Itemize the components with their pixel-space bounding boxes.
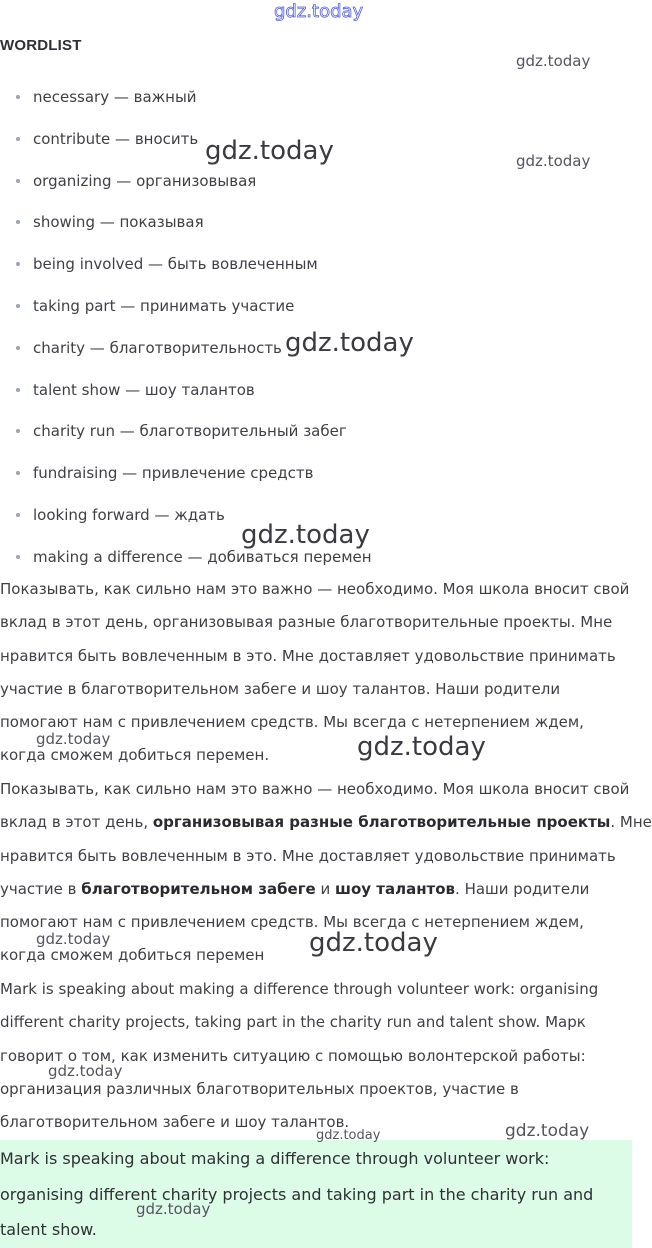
wordlist-item-text: organizing — организовывая	[33, 171, 257, 190]
watermark: gdz.today	[48, 1062, 123, 1080]
watermark: gdz.today	[357, 732, 486, 762]
paragraph-line: говорит о том, как изменить ситуацию с помощью волонтерской работы:	[0, 1046, 586, 1065]
paragraph-line	[0, 873, 632, 906]
bullet-icon	[16, 179, 20, 183]
bullet-icon	[16, 137, 20, 141]
paragraph-line: помогают нам с привлечением средств. Мы всегда с нетерпением ждем,	[0, 713, 584, 732]
bullet-icon	[16, 220, 20, 224]
answer-text	[0, 1141, 632, 1248]
answer-line: Mark is speaking about making a difference through volunteer work:	[0, 1149, 550, 1168]
bullet-icon	[16, 346, 20, 350]
paragraph-line: когда сможем добиться перемен.	[0, 746, 270, 765]
wordlist-item-text: necessary — важный	[33, 88, 197, 106]
text-run: и	[315, 879, 336, 898]
wordlist-item-text: talent show — шоу талантов	[33, 380, 255, 399]
bullet-icon	[16, 388, 20, 392]
watermark: gdz.today	[274, 1, 364, 22]
wordlist-item-text: charity run — благотворительный забег	[33, 422, 347, 441]
bullet-icon	[16, 262, 20, 266]
watermark: gdz.today	[241, 520, 370, 550]
wordlist-item-text: contribute — вносить	[33, 129, 199, 148]
wordlist-item	[0, 501, 372, 543]
paragraph-line: организация различных благотворительных проектов, участие в	[0, 1079, 519, 1098]
bold-phrase: благотворительном забеге	[81, 879, 316, 898]
bullet-icon	[16, 555, 20, 559]
answer-line: talent show.	[0, 1220, 97, 1239]
wordlist	[0, 83, 372, 585]
text-run: вклад в этот день,	[0, 813, 153, 832]
text-run: участие в	[0, 879, 82, 898]
bullet-icon	[16, 429, 20, 433]
watermark: gdz.today	[36, 930, 111, 948]
wordlist-item	[0, 417, 372, 459]
wordlist-item-text: being involved — быть вовлеченным	[33, 255, 318, 274]
summary-paragraph	[0, 973, 632, 1139]
text-run: . Наши родители	[455, 879, 590, 898]
wordlist-item-text: making a difference — добиваться перемен	[33, 547, 372, 566]
bold-phrase: организовывая разные благотворительные проекты	[152, 813, 611, 832]
watermark: gdz.today	[516, 52, 591, 70]
paragraph-line: вклад в этот день, организовывая разные благотворительные проекты. Мне	[0, 613, 613, 632]
bullet-icon	[16, 471, 20, 475]
wordlist-item	[0, 292, 372, 334]
wordlist-heading: WORDLIST	[0, 37, 82, 54]
watermark: gdz.today	[36, 730, 111, 748]
wordlist-item	[0, 125, 372, 167]
paragraph-line: Показывать, как сильно нам это важно — необходимо. Моя школа вносит свой	[0, 580, 630, 598]
paragraph-line	[0, 806, 652, 839]
watermark: gdz.today	[205, 136, 334, 166]
wordlist-item-text: showing — показывая	[33, 213, 204, 232]
paragraph-line: нравится быть вовлеченным в это. Мне доставляет удовольствие принимать	[0, 646, 616, 665]
paragraph-line: помогают нам с привлечением средств. Мы всегда с нетерпением ждем,	[0, 913, 584, 932]
paragraph-line: different charity projects, taking part in the charity run and talent show. Марк	[0, 1013, 586, 1032]
paragraph-line: Показывать, как сильно нам это важно — необходимо. Моя школа вносит свой	[0, 780, 630, 798]
bullet-icon	[16, 513, 20, 517]
wordlist-item	[0, 83, 372, 125]
paragraph-line: участие в благотворительном забеге и шоу талантов. Наши родители	[0, 679, 561, 698]
bullet-icon	[16, 95, 20, 99]
paragraph-line: когда сможем добиться перемен	[0, 946, 265, 965]
translation-paragraph	[0, 573, 632, 773]
wordlist-item-text: taking part — принимать участие	[33, 296, 295, 315]
highlighted-paragraph	[0, 773, 652, 973]
bullet-icon	[16, 304, 20, 308]
watermark: gdz.today	[309, 928, 438, 958]
watermark: gdz.today	[505, 1121, 590, 1141]
paragraph-line: нравится быть вовлеченным в это. Мне доставляет удовольствие принимать	[0, 846, 616, 865]
wordlist-item	[0, 208, 372, 250]
watermark: gdz.today	[136, 1200, 211, 1218]
bold-phrase: шоу талантов	[335, 879, 456, 898]
wordlist-item-text: looking forward — ждать	[33, 505, 225, 524]
watermark: gdz.today	[285, 328, 414, 358]
paragraph-line: благотворительном забеге и шоу талантов.	[0, 1113, 350, 1132]
wordlist-item	[0, 167, 372, 209]
wordlist-item	[0, 334, 372, 376]
wordlist-item	[0, 459, 372, 501]
paragraph-line: Mark is speaking about making a difference through volunteer work: organising	[0, 980, 599, 998]
wordlist-item-text: fundraising — привлечение средств	[33, 464, 314, 483]
answer-line: organising different charity projects and taking part in the charity run and	[0, 1184, 594, 1204]
wordlist-item-text: charity — благотворительность	[33, 338, 282, 357]
watermark: gdz.today	[516, 152, 591, 170]
text-run: . Мне	[610, 813, 652, 832]
watermark: gdz.today	[316, 1128, 381, 1143]
wordlist-item	[0, 376, 372, 418]
wordlist-item	[0, 250, 372, 292]
